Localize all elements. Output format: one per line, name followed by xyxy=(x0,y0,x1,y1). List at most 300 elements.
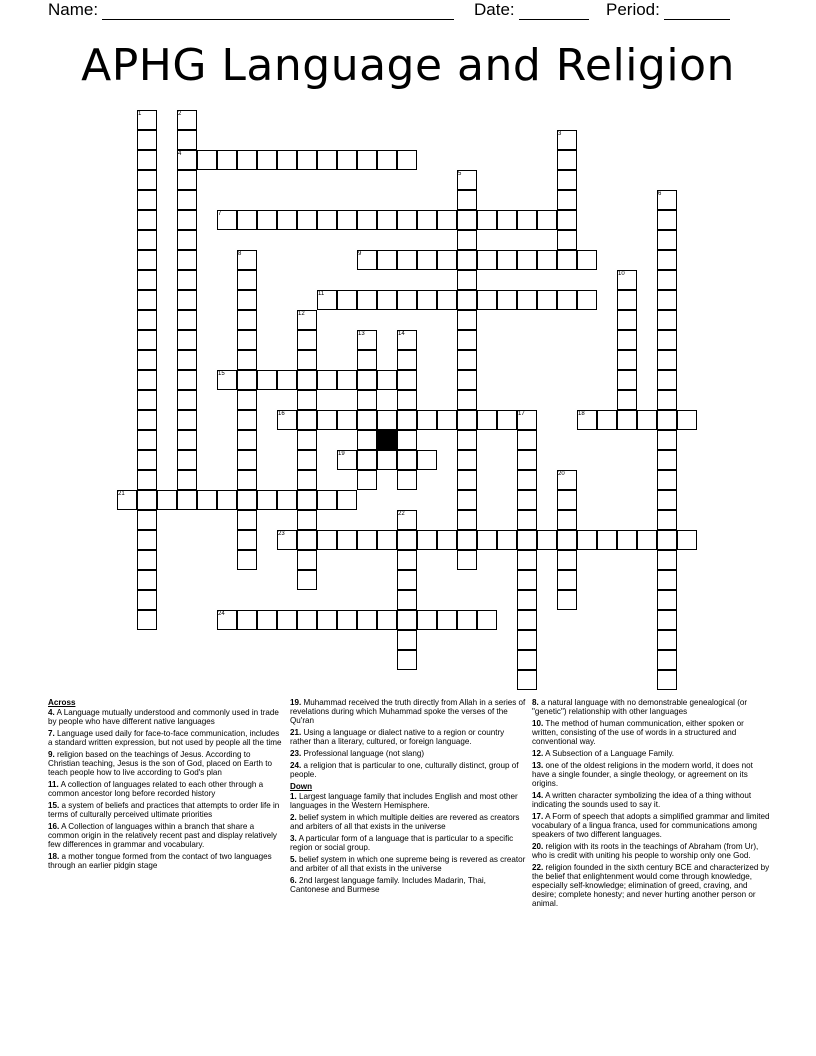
grid-cell[interactable] xyxy=(257,370,277,390)
clue-number: 3 xyxy=(558,131,562,137)
grid-cell[interactable] xyxy=(597,410,617,430)
grid-cell[interactable] xyxy=(297,210,317,230)
grid-cell[interactable] xyxy=(397,390,417,410)
grid-cell[interactable] xyxy=(657,590,677,610)
grid-cell[interactable] xyxy=(357,430,377,450)
grid-cell[interactable] xyxy=(437,410,457,430)
grid-cell[interactable] xyxy=(197,150,217,170)
clue-item-text: a natural language with no demonstrable genealogical (or "genetic") relationship with other languages xyxy=(532,698,748,716)
grid-cell[interactable] xyxy=(557,570,577,590)
grid-cell[interactable] xyxy=(397,610,417,630)
grid-cell[interactable] xyxy=(617,310,637,330)
clue-item-text: A Language mutually understood and commonly used in trade by people who have different native languages xyxy=(48,708,279,726)
clue-item-text: a system of beliefs and practices that attempts to order life in terms of culturally perceived ultimate priorities xyxy=(48,801,280,819)
grid-cell[interactable] xyxy=(177,130,197,150)
grid-cell[interactable] xyxy=(517,470,537,490)
grid-cell[interactable] xyxy=(637,410,657,430)
grid-cell[interactable] xyxy=(177,450,197,470)
grid-cell[interactable] xyxy=(417,530,437,550)
clue-item-text: Using a language or dialect native to a region or country rather than a literary, cultured, or foreign language. xyxy=(290,728,505,746)
grid-cell[interactable] xyxy=(357,450,377,470)
clue-item-text: A particular form of a language that is particular to a specific region or social group. xyxy=(290,834,514,852)
clue-item-number: 16. xyxy=(48,822,60,831)
grid-cell[interactable] xyxy=(257,150,277,170)
grid-cell[interactable] xyxy=(137,590,157,610)
clue-number: 13 xyxy=(358,331,365,337)
grid-cell[interactable] xyxy=(677,410,697,430)
grid-cell[interactable] xyxy=(237,150,257,170)
grid-cell[interactable] xyxy=(277,150,297,170)
grid-cell[interactable] xyxy=(657,650,677,670)
grid-cell[interactable] xyxy=(457,330,477,350)
grid-cell[interactable] xyxy=(357,350,377,370)
clue-item-text: A written character symbolizing the idea of a thing without indicating the sounds used to say it. xyxy=(532,791,752,809)
grid-cell[interactable] xyxy=(137,430,157,450)
grid-cell[interactable] xyxy=(457,350,477,370)
grid-cell[interactable] xyxy=(657,330,677,350)
grid-cell[interactable] xyxy=(137,570,157,590)
clue-item xyxy=(290,855,526,873)
clue-item-number: 18. xyxy=(48,852,60,861)
grid-cell[interactable] xyxy=(297,510,317,530)
grid-cell[interactable] xyxy=(677,530,697,550)
clue-item xyxy=(48,822,282,849)
grid-cell[interactable] xyxy=(457,190,477,210)
grid-cell[interactable] xyxy=(377,450,397,470)
grid-cell[interactable] xyxy=(557,510,577,530)
grid-cell[interactable] xyxy=(237,450,257,470)
grid-cell[interactable] xyxy=(337,410,357,430)
grid-cell[interactable] xyxy=(177,370,197,390)
grid-cell[interactable] xyxy=(557,550,577,570)
grid-cell[interactable] xyxy=(557,230,577,250)
grid-cell[interactable] xyxy=(377,150,397,170)
grid-cell[interactable] xyxy=(317,490,337,510)
grid-cell[interactable] xyxy=(137,170,157,190)
grid-cell[interactable] xyxy=(617,530,637,550)
grid-cell[interactable] xyxy=(177,230,197,250)
grid-cell[interactable] xyxy=(497,410,517,430)
grid-cell[interactable] xyxy=(297,470,317,490)
grid-cell[interactable] xyxy=(397,470,417,490)
grid-cell[interactable] xyxy=(297,490,317,510)
grid-cell[interactable] xyxy=(517,510,537,530)
grid-cell[interactable] xyxy=(657,210,677,230)
grid-cell[interactable] xyxy=(257,490,277,510)
grid-cell[interactable] xyxy=(177,270,197,290)
grid-cell[interactable] xyxy=(397,590,417,610)
clue-item-text: religion with its roots in the teachings of Abraham (from Ur), who is credit with uniting his people to worship only one God. xyxy=(532,842,759,860)
grid-cell[interactable] xyxy=(457,450,477,470)
grid-cell[interactable] xyxy=(337,210,357,230)
grid-cell[interactable] xyxy=(397,550,417,570)
grid-cell[interactable] xyxy=(297,330,317,350)
grid-cell[interactable] xyxy=(357,610,377,630)
grid-cell[interactable] xyxy=(457,410,477,430)
grid-cell[interactable] xyxy=(237,290,257,310)
grid-cell[interactable] xyxy=(517,250,537,270)
grid-cell[interactable] xyxy=(557,250,577,270)
grid-cell[interactable] xyxy=(557,190,577,210)
grid-cell[interactable] xyxy=(317,530,337,550)
grid-cell[interactable] xyxy=(157,490,177,510)
grid-cell[interactable] xyxy=(497,530,517,550)
grid-cell[interactable] xyxy=(517,210,537,230)
grid-cell[interactable] xyxy=(557,150,577,170)
grid-cell[interactable] xyxy=(397,630,417,650)
clue-item-number: 17. xyxy=(532,812,544,821)
grid-cell[interactable] xyxy=(657,570,677,590)
grid-cell[interactable] xyxy=(637,530,657,550)
grid-cell[interactable] xyxy=(557,530,577,550)
grid-cell[interactable] xyxy=(357,410,377,430)
grid-cell[interactable] xyxy=(177,470,197,490)
grid-cell[interactable] xyxy=(517,450,537,470)
grid-cell[interactable] xyxy=(237,370,257,390)
clue-item xyxy=(48,729,282,747)
grid-cell[interactable] xyxy=(357,390,377,410)
grid-cell[interactable] xyxy=(177,330,197,350)
grid-cell[interactable] xyxy=(457,310,477,330)
grid-cell[interactable] xyxy=(657,250,677,270)
grid-cell[interactable] xyxy=(617,290,637,310)
grid-cell[interactable] xyxy=(317,370,337,390)
grid-cell[interactable] xyxy=(137,230,157,250)
grid-cell[interactable] xyxy=(477,250,497,270)
grid-cell[interactable] xyxy=(137,250,157,270)
grid-cell[interactable] xyxy=(397,250,417,270)
grid-cell[interactable] xyxy=(617,410,637,430)
grid-cell[interactable] xyxy=(257,610,277,630)
grid-cell[interactable] xyxy=(457,490,477,510)
grid-cell[interactable] xyxy=(557,490,577,510)
grid-cell[interactable] xyxy=(497,250,517,270)
grid-cell[interactable] xyxy=(237,470,257,490)
grid-cell[interactable] xyxy=(477,610,497,630)
grid-cell[interactable] xyxy=(177,210,197,230)
grid-cell[interactable] xyxy=(457,230,477,250)
grid-cell[interactable] xyxy=(617,390,637,410)
grid-cell[interactable] xyxy=(217,490,237,510)
grid-cell[interactable] xyxy=(517,650,537,670)
grid-cell[interactable] xyxy=(337,150,357,170)
grid-cell[interactable] xyxy=(517,290,537,310)
grid-cell[interactable] xyxy=(357,210,377,230)
grid-cell[interactable] xyxy=(537,250,557,270)
clue-item-number: 7. xyxy=(48,729,55,738)
grid-cell[interactable] xyxy=(657,230,677,250)
grid-cell[interactable] xyxy=(277,210,297,230)
grid-cell[interactable] xyxy=(177,390,197,410)
grid-cell[interactable] xyxy=(517,670,537,690)
grid-cell[interactable] xyxy=(657,270,677,290)
grid-cell[interactable] xyxy=(197,490,217,510)
grid-cell[interactable] xyxy=(217,150,237,170)
grid-cell[interactable] xyxy=(617,350,637,370)
grid-cell[interactable] xyxy=(297,390,317,410)
grid-cell[interactable] xyxy=(417,250,437,270)
clue-item-text: Largest language family that includes English and most other languages in the Western Hemisphere. xyxy=(290,792,518,810)
grid-cell[interactable] xyxy=(537,210,557,230)
grid-cell[interactable] xyxy=(457,390,477,410)
grid-cell[interactable] xyxy=(377,610,397,630)
grid-cell[interactable] xyxy=(457,290,477,310)
clue-number: 23 xyxy=(278,531,285,537)
grid-cell[interactable] xyxy=(457,470,477,490)
grid-cell[interactable] xyxy=(517,570,537,590)
grid-cell[interactable] xyxy=(657,630,677,650)
grid-cell[interactable] xyxy=(657,410,677,430)
grid-cell[interactable] xyxy=(537,290,557,310)
grid-cell[interactable] xyxy=(417,410,437,430)
clue-item-number: 19. xyxy=(290,698,302,707)
grid-cell[interactable] xyxy=(517,630,537,650)
grid-cell[interactable] xyxy=(297,530,317,550)
grid-cell[interactable] xyxy=(317,610,337,630)
grid-cell[interactable] xyxy=(477,410,497,430)
clue-number: 22 xyxy=(398,511,405,517)
grid-cell[interactable] xyxy=(657,610,677,630)
name-label: Name: xyxy=(48,0,99,19)
grid-cell[interactable] xyxy=(137,190,157,210)
grid-cell[interactable] xyxy=(497,210,517,230)
grid-cell[interactable] xyxy=(177,290,197,310)
grid-cell[interactable] xyxy=(377,250,397,270)
grid-cell[interactable] xyxy=(477,530,497,550)
grid-cell[interactable] xyxy=(397,210,417,230)
grid-cell[interactable] xyxy=(237,210,257,230)
grid-cell[interactable] xyxy=(297,350,317,370)
grid-cell[interactable] xyxy=(337,490,357,510)
grid-cell[interactable] xyxy=(137,470,157,490)
grid-cell[interactable] xyxy=(177,190,197,210)
clue-item-number: 1. xyxy=(290,792,297,801)
grid-cell[interactable] xyxy=(417,450,437,470)
clue-item xyxy=(290,749,526,758)
grid-cell[interactable] xyxy=(417,610,437,630)
grid-cell[interactable] xyxy=(137,130,157,150)
grid-cell[interactable] xyxy=(237,490,257,510)
grid-cell[interactable] xyxy=(557,590,577,610)
grid-cell[interactable] xyxy=(557,210,577,230)
grid-cell[interactable] xyxy=(457,250,477,270)
grid-cell[interactable] xyxy=(477,290,497,310)
grid-cell[interactable] xyxy=(237,530,257,550)
grid-cell[interactable] xyxy=(657,670,677,690)
grid-cell[interactable] xyxy=(377,370,397,390)
grid-cell[interactable] xyxy=(657,430,677,450)
grid-cell[interactable] xyxy=(297,370,317,390)
grid-cell[interactable] xyxy=(457,210,477,230)
grid-cell[interactable] xyxy=(397,370,417,390)
grid-cell[interactable] xyxy=(457,610,477,630)
grid-cell[interactable] xyxy=(617,330,637,350)
grid-cell[interactable] xyxy=(137,290,157,310)
grid-cell[interactable] xyxy=(397,650,417,670)
grid-cell[interactable] xyxy=(517,550,537,570)
grid-cell[interactable] xyxy=(517,430,537,450)
grid-cell[interactable] xyxy=(517,530,537,550)
clue-item xyxy=(532,761,772,788)
grid-cell[interactable] xyxy=(397,350,417,370)
grid-cell[interactable] xyxy=(337,290,357,310)
grid-cell[interactable] xyxy=(277,370,297,390)
grid-cell[interactable] xyxy=(237,330,257,350)
grid-cell[interactable] xyxy=(377,530,397,550)
grid-cell[interactable] xyxy=(237,270,257,290)
grid-cell[interactable] xyxy=(397,410,417,430)
grid-cell[interactable] xyxy=(457,370,477,390)
grid-cell[interactable] xyxy=(517,490,537,510)
grid-cell[interactable] xyxy=(177,410,197,430)
grid-cell[interactable] xyxy=(137,510,157,530)
grid-cell[interactable] xyxy=(457,270,477,290)
grid-cell[interactable] xyxy=(137,530,157,550)
grid-cell[interactable] xyxy=(417,210,437,230)
grid-cell[interactable] xyxy=(657,290,677,310)
grid-cell[interactable] xyxy=(237,310,257,330)
grid-cell[interactable] xyxy=(457,430,477,450)
grid-cell[interactable] xyxy=(177,350,197,370)
grid-cell[interactable] xyxy=(397,570,417,590)
grid-cell[interactable] xyxy=(457,510,477,530)
grid-cell[interactable] xyxy=(377,210,397,230)
grid-cell[interactable] xyxy=(657,350,677,370)
grid-cell[interactable] xyxy=(397,450,417,470)
grid-cell[interactable] xyxy=(657,370,677,390)
grid-cell[interactable] xyxy=(397,150,417,170)
grid-cell[interactable] xyxy=(557,170,577,190)
grid-cell[interactable] xyxy=(337,530,357,550)
grid-cell[interactable] xyxy=(137,370,157,390)
grid-cell[interactable] xyxy=(137,310,157,330)
grid-cell[interactable] xyxy=(417,290,437,310)
grid-cell[interactable] xyxy=(297,550,317,570)
grid-cell[interactable] xyxy=(177,490,197,510)
grid-cell[interactable] xyxy=(317,150,337,170)
grid-cell[interactable] xyxy=(657,550,677,570)
grid-cell[interactable] xyxy=(357,370,377,390)
clue-item xyxy=(532,749,772,758)
grid-cell[interactable] xyxy=(657,470,677,490)
grid-cell[interactable] xyxy=(357,530,377,550)
grid-cell[interactable] xyxy=(337,610,357,630)
grid-cell[interactable] xyxy=(437,530,457,550)
grid-cell[interactable] xyxy=(297,610,317,630)
grid-cell[interactable] xyxy=(137,330,157,350)
grid-cell[interactable] xyxy=(277,610,297,630)
grid-cell[interactable] xyxy=(437,290,457,310)
grid-cell[interactable] xyxy=(557,290,577,310)
grid-cell[interactable] xyxy=(437,250,457,270)
grid-cell[interactable] xyxy=(237,390,257,410)
grid-cell[interactable] xyxy=(537,530,557,550)
grid-cell[interactable] xyxy=(377,290,397,310)
grid-cell[interactable] xyxy=(137,350,157,370)
grid-cell[interactable] xyxy=(137,210,157,230)
period-label: Period: xyxy=(606,0,660,19)
grid-cell[interactable] xyxy=(577,290,597,310)
grid-cell[interactable] xyxy=(617,370,637,390)
clues-column-3 xyxy=(532,698,772,911)
grid-cell[interactable] xyxy=(497,290,517,310)
grid-cell[interactable] xyxy=(237,350,257,370)
grid-cell[interactable] xyxy=(577,530,597,550)
grid-cell[interactable] xyxy=(177,430,197,450)
clue-item xyxy=(48,852,282,870)
grid-cell[interactable] xyxy=(137,390,157,410)
grid-cell[interactable] xyxy=(577,250,597,270)
grid-cell[interactable] xyxy=(237,410,257,430)
grid-cell[interactable] xyxy=(297,430,317,450)
grid-cell[interactable] xyxy=(517,590,537,610)
black-square xyxy=(377,430,397,450)
grid-cell[interactable] xyxy=(477,210,497,230)
grid-cell[interactable] xyxy=(237,510,257,530)
clue-item-text: a mother tongue formed from the contact of two languages through an earlier pidgin stage xyxy=(48,852,272,870)
grid-cell[interactable] xyxy=(317,410,337,430)
grid-cell[interactable] xyxy=(657,310,677,330)
grid-cell[interactable] xyxy=(377,410,397,430)
grid-cell[interactable] xyxy=(397,530,417,550)
grid-cell[interactable] xyxy=(337,370,357,390)
clue-item-number: 5. xyxy=(290,855,297,864)
clue-item-number: 3. xyxy=(290,834,297,843)
grid-cell[interactable] xyxy=(137,410,157,430)
grid-cell[interactable] xyxy=(657,490,677,510)
grid-cell[interactable] xyxy=(137,450,157,470)
grid-cell[interactable] xyxy=(137,610,157,630)
grid-cell[interactable] xyxy=(237,550,257,570)
grid-cell[interactable] xyxy=(237,610,257,630)
grid-cell[interactable] xyxy=(657,530,677,550)
grid-cell[interactable] xyxy=(597,530,617,550)
grid-cell[interactable] xyxy=(357,470,377,490)
grid-cell[interactable] xyxy=(177,250,197,270)
clue-item xyxy=(532,863,772,908)
grid-cell[interactable] xyxy=(297,410,317,430)
grid-cell[interactable] xyxy=(457,550,477,570)
grid-cell[interactable] xyxy=(517,610,537,630)
grid-cell[interactable] xyxy=(257,210,277,230)
grid-cell[interactable] xyxy=(457,530,477,550)
grid-cell[interactable] xyxy=(437,210,457,230)
grid-cell[interactable] xyxy=(297,150,317,170)
grid-cell[interactable] xyxy=(137,150,157,170)
grid-cell[interactable] xyxy=(137,550,157,570)
grid-cell[interactable] xyxy=(657,510,677,530)
grid-cell[interactable] xyxy=(317,210,337,230)
grid-cell[interactable] xyxy=(357,150,377,170)
grid-cell[interactable] xyxy=(177,170,197,190)
grid-cell[interactable] xyxy=(397,430,417,450)
clue-item-number: 15. xyxy=(48,801,60,810)
grid-cell[interactable] xyxy=(657,450,677,470)
grid-cell[interactable] xyxy=(297,570,317,590)
grid-cell[interactable] xyxy=(657,390,677,410)
grid-cell[interactable] xyxy=(137,270,157,290)
grid-cell[interactable] xyxy=(137,490,157,510)
grid-cell[interactable] xyxy=(297,450,317,470)
clue-number: 1 xyxy=(138,111,142,117)
grid-cell[interactable] xyxy=(437,610,457,630)
grid-cell[interactable] xyxy=(177,310,197,330)
grid-cell[interactable] xyxy=(357,290,377,310)
grid-cell[interactable] xyxy=(237,430,257,450)
grid-cell[interactable] xyxy=(277,490,297,510)
grid-cell[interactable] xyxy=(397,290,417,310)
clue-item xyxy=(532,698,772,716)
